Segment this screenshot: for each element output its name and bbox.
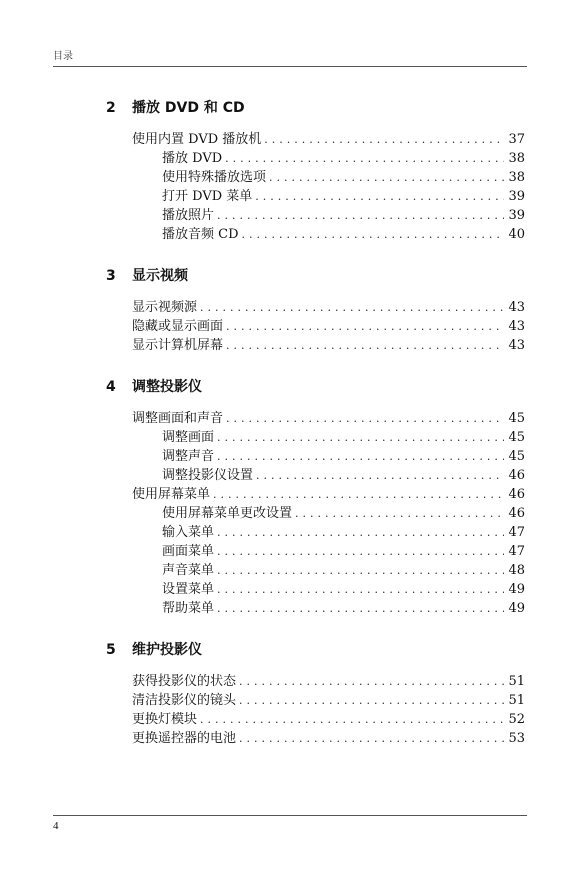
toc-entry-page-number: 49 bbox=[508, 582, 525, 597]
chapter-heading bbox=[106, 640, 525, 660]
toc-entry-page-number: 45 bbox=[508, 411, 525, 426]
dot-leader bbox=[217, 599, 504, 618]
dot-leader bbox=[242, 225, 505, 244]
toc-entry-title: 打开 DVD 菜单 bbox=[162, 189, 253, 204]
toc-entry-title: 调整投影仪设置 bbox=[162, 468, 254, 483]
dot-leader bbox=[217, 561, 504, 580]
header-title: 目录 bbox=[53, 51, 73, 62]
toc-entry[interactable] bbox=[106, 672, 525, 691]
toc-entry-page-number: 37 bbox=[508, 132, 525, 147]
toc-entry-page-number: 39 bbox=[508, 208, 525, 223]
toc-entry[interactable] bbox=[106, 504, 525, 523]
toc-entry[interactable] bbox=[106, 523, 525, 542]
chapter-number: 4 bbox=[106, 379, 116, 395]
toc-entry-page-number: 53 bbox=[508, 731, 525, 746]
toc-entry[interactable] bbox=[106, 168, 525, 187]
toc-entry[interactable] bbox=[106, 729, 525, 748]
toc-entry-page-number: 52 bbox=[508, 712, 525, 727]
toc-entry-page-number: 40 bbox=[508, 227, 525, 242]
toc-entry-title: 使用特殊播放选项 bbox=[162, 170, 267, 185]
toc-entry-page-number: 43 bbox=[508, 338, 525, 353]
chapter-title: 维护投影仪 bbox=[132, 642, 202, 658]
toc-entry-page-number: 51 bbox=[508, 674, 525, 689]
toc-entry-page-number: 46 bbox=[508, 468, 525, 483]
toc-entry-page-number: 47 bbox=[508, 525, 525, 540]
chapter-heading bbox=[106, 266, 525, 286]
dot-leader bbox=[217, 428, 504, 447]
chapter-heading bbox=[106, 98, 525, 118]
page-number: 4 bbox=[53, 820, 59, 832]
toc-entry-title: 显示计算机屏幕 bbox=[132, 338, 224, 353]
toc-entry-page-number: 48 bbox=[508, 563, 525, 578]
toc-entry[interactable] bbox=[106, 409, 525, 428]
dot-leader bbox=[239, 672, 504, 691]
toc-entry[interactable] bbox=[106, 187, 525, 206]
toc-entry-title: 帮助菜单 bbox=[162, 601, 215, 616]
toc-entry[interactable] bbox=[106, 149, 525, 168]
chapter-number: 3 bbox=[106, 268, 116, 284]
chapter-heading bbox=[106, 377, 525, 397]
toc-entry-page-number: 38 bbox=[508, 151, 525, 166]
dot-leader bbox=[200, 298, 504, 317]
toc-entry-page-number: 39 bbox=[508, 189, 525, 204]
dot-leader bbox=[256, 466, 504, 485]
chapter-section bbox=[106, 98, 525, 244]
chapter-section bbox=[106, 266, 525, 355]
toc-entry-title: 设置菜单 bbox=[162, 582, 215, 597]
toc-entry[interactable] bbox=[106, 206, 525, 225]
toc-entry-title: 清洁投影仪的镜头 bbox=[132, 693, 237, 708]
dot-leader bbox=[239, 691, 504, 710]
toc-entry[interactable] bbox=[106, 691, 525, 710]
toc-entry[interactable] bbox=[106, 317, 525, 336]
chapter-title: 调整投影仪 bbox=[132, 379, 202, 395]
toc-entry[interactable] bbox=[106, 542, 525, 561]
toc-entry-page-number: 45 bbox=[508, 430, 525, 445]
toc-entry-title: 播放音频 CD bbox=[162, 227, 239, 242]
chapter-title: 显示视频 bbox=[132, 268, 188, 284]
toc-entry-page-number: 46 bbox=[508, 487, 525, 502]
toc-entry-title: 使用屏幕菜单 bbox=[132, 487, 211, 502]
toc-entry[interactable] bbox=[106, 225, 525, 244]
toc-entry-page-number: 45 bbox=[508, 449, 525, 464]
toc-entry[interactable] bbox=[106, 298, 525, 317]
toc-entry[interactable] bbox=[106, 599, 525, 618]
dot-leader bbox=[217, 447, 504, 466]
toc-entry-title: 使用屏幕菜单更改设置 bbox=[162, 506, 293, 521]
toc-entry[interactable] bbox=[106, 428, 525, 447]
toc-entry-title: 声音菜单 bbox=[162, 563, 215, 578]
footer-rule bbox=[53, 815, 527, 816]
toc-entry-title: 隐藏或显示画面 bbox=[132, 319, 224, 334]
toc-entry-title: 使用内置 DVD 播放机 bbox=[132, 132, 262, 147]
dot-leader bbox=[269, 168, 504, 187]
chapter-title: 播放 DVD 和 CD bbox=[132, 100, 245, 116]
dot-leader bbox=[295, 504, 504, 523]
dot-leader bbox=[225, 149, 504, 168]
toc-entry-title: 调整画面 bbox=[162, 430, 215, 445]
toc-entry-title: 调整画面和声音 bbox=[132, 411, 224, 426]
toc-entry-title: 更换灯模块 bbox=[132, 712, 198, 727]
toc-entry[interactable] bbox=[106, 580, 525, 599]
toc-entry-page-number: 46 bbox=[508, 506, 525, 521]
toc-entry[interactable] bbox=[106, 336, 525, 355]
dot-leader bbox=[213, 485, 504, 504]
dot-leader bbox=[255, 187, 504, 206]
dot-leader bbox=[217, 542, 504, 561]
toc-entry-title: 获得投影仪的状态 bbox=[132, 674, 237, 689]
header-rule bbox=[53, 66, 527, 67]
toc-entry[interactable] bbox=[106, 485, 525, 504]
toc-entry[interactable] bbox=[106, 710, 525, 729]
toc-entry-title: 更换遥控器的电池 bbox=[132, 731, 237, 746]
dot-leader bbox=[217, 523, 504, 542]
toc-entry-title: 显示视频源 bbox=[132, 300, 198, 315]
toc-entry[interactable] bbox=[106, 561, 525, 580]
chapter-section bbox=[106, 640, 525, 748]
toc-entry[interactable] bbox=[106, 130, 525, 149]
toc-entry[interactable] bbox=[106, 466, 525, 485]
toc-entry-page-number: 47 bbox=[508, 544, 525, 559]
toc-entry-title: 播放照片 bbox=[162, 208, 215, 223]
toc-entry-page-number: 38 bbox=[508, 170, 525, 185]
dot-leader bbox=[217, 580, 504, 599]
toc-entry-title: 播放 DVD bbox=[162, 151, 223, 166]
page-footer bbox=[53, 815, 527, 832]
dot-leader bbox=[217, 206, 504, 225]
dot-leader bbox=[226, 409, 504, 428]
dot-leader bbox=[226, 336, 504, 355]
toc-entry-title: 画面菜单 bbox=[162, 544, 215, 559]
table-of-contents bbox=[106, 98, 525, 770]
toc-entry[interactable] bbox=[106, 447, 525, 466]
toc-entry-page-number: 43 bbox=[508, 300, 525, 315]
toc-entry-page-number: 49 bbox=[508, 601, 525, 616]
page-header bbox=[53, 50, 527, 67]
chapter-number: 2 bbox=[106, 100, 116, 116]
toc-entry-page-number: 51 bbox=[508, 693, 525, 708]
dot-leader bbox=[200, 710, 504, 729]
dot-leader bbox=[264, 130, 504, 149]
dot-leader bbox=[226, 317, 504, 336]
toc-entry-title: 输入菜单 bbox=[162, 525, 215, 540]
chapter-section bbox=[106, 377, 525, 618]
toc-entry-page-number: 43 bbox=[508, 319, 525, 334]
chapter-number: 5 bbox=[106, 642, 116, 658]
dot-leader bbox=[239, 729, 504, 748]
toc-entry-title: 调整声音 bbox=[162, 449, 215, 464]
